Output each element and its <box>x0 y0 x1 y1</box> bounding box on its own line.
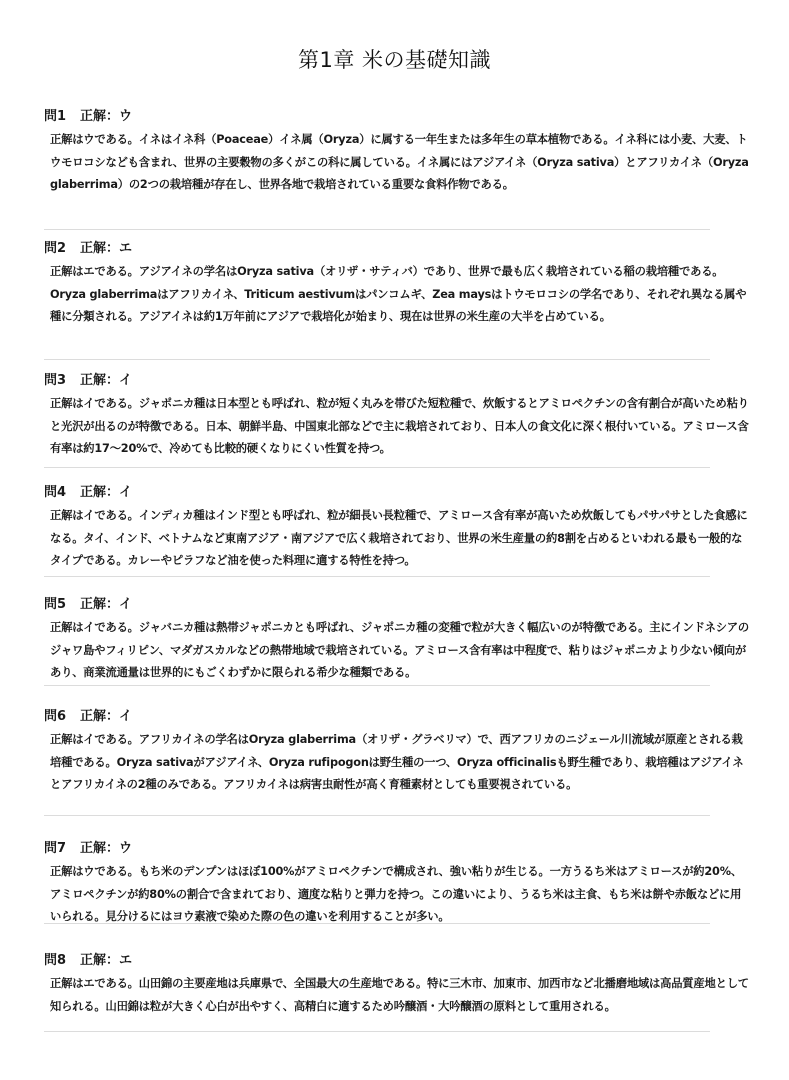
chapter-title: 第1章 米の基礎知識 <box>297 48 492 72</box>
qa-item <box>44 708 744 840</box>
answer-label: 正解：イ <box>80 709 133 724</box>
divider <box>44 467 710 468</box>
explanation-text: 正解はイである。ジャバニカ種は熱帯ジャポニカとも呼ばれ、ジャポニカ種の変種で粒が大きく幅広いのが特徴である。主にインドネシアのジャワ島やフィリピン、マダガスカルなどの熱帯地域で栽培されている。アミロース含有率は中程度で、粘りはジャポニカより少ない傾向があり、商業流通量は世界的にもごくわずかに限られる希少な種類である。 <box>50 621 749 680</box>
answer-label: 正解：ウ <box>80 109 133 124</box>
explanation-text: 正解はエである。アジアイネの学名はOryza sativa（オリザ・サティバ）であり、世界で最も広く栽培されている稲の栽培種である。Oryza glaberrimaはアフリカイネ、Triticum aestivumはパンコムギ、Zea maysはトウモロコシの学名であり、それぞれ異なる属や種に分類される。アジアイネは約1万年前にアジアで栽培化が始まり、現在は世界の米生産の大半を占めている。 <box>50 265 747 324</box>
question-number: 問3 <box>44 373 67 388</box>
question-number: 問8 <box>44 953 67 968</box>
divider <box>44 359 710 360</box>
divider <box>44 685 710 686</box>
answer-label: 正解：ウ <box>80 841 133 856</box>
question-number: 問5 <box>44 597 67 612</box>
qa-item <box>44 484 748 596</box>
explanation-text: 正解はウである。イネはイネ科（Poaceae）イネ属（Oryza）に属する一年生または多年生の草本植物である。イネ科には小麦、大麦、トウモロコシなども含まれ、世界の主要穀物の多くがこの科に属している。イネ属にはアジアイネ（Oryza sativa）とアフリカイネ（Oryza glaberrima）の2つの栽培種が存在し、世界各地で栽培されている重要な食料作物である。 <box>50 133 749 192</box>
qa-heading <box>44 108 744 126</box>
qa-list <box>44 108 749 1064</box>
qa-item <box>44 840 744 952</box>
qa-heading <box>44 372 744 390</box>
divider <box>44 229 710 230</box>
question-number: 問6 <box>44 709 67 724</box>
divider <box>44 923 710 924</box>
answer-label: 正解：イ <box>80 373 133 388</box>
qa-heading <box>44 840 744 858</box>
qa-heading <box>44 952 744 970</box>
question-number: 問4 <box>44 485 67 500</box>
question-number: 問7 <box>44 841 67 856</box>
answer-label: 正解：エ <box>80 241 133 256</box>
qa-heading <box>44 596 744 614</box>
divider <box>44 1031 710 1032</box>
divider <box>44 815 710 816</box>
qa-item <box>44 952 749 1064</box>
question-number: 問2 <box>44 241 67 256</box>
explanation-text: 正解はイである。ジャポニカ種は日本型とも呼ばれ、粒が短く丸みを帯びた短粒種で、炊飯するとアミロペクチンの含有割合が高いため粘りと光沢が出るのが特徴である。日本、朝鮮半島、中国東北部などで主に栽培されており、日本人の食文化に深く根付いている。アミロース含有率は約17〜20%で、冷めても比較的硬くなりにくい性質を持つ。 <box>50 397 749 456</box>
answer-label: 正解：イ <box>80 485 133 500</box>
question-number: 問1 <box>44 109 67 124</box>
explanation-text: 正解はイである。インディカ種はインド型とも呼ばれ、粒が細長い長粒種で、アミロース含有率が高いため炊飯してもパサパサとした食感になる。タイ、インド、ベトナムなど東南アジア・南アジアで広く栽培されており、世界の米生産量の約8割を占めるといわれる最も一般的なタイプである。カレーやピラフなど油を使った料理に適する特性を持つ。 <box>50 509 748 568</box>
qa-heading <box>44 240 744 258</box>
explanation-text: 正解はエである。山田錦の主要産地は兵庫県で、全国最大の生産地である。特に三木市、加東市、加西市など北播磨地域は高品質産地として知られる。山田錦は粒が大きく心白が出やすく、高精白に適するため吟醸酒・大吟醸酒の原料として重用される。 <box>50 977 749 1013</box>
answer-label: 正解：エ <box>80 953 133 968</box>
qa-heading <box>44 708 744 726</box>
explanation-text: 正解はウである。もち米のデンプンはほぼ100%がアミロペクチンで構成され、強い粘りが生じる。一方うるち米はアミロースが約20%、アミロペクチンが約80%の割合で含まれており、適度な粘りと弾力を持つ。この違いにより、うるち米は主食、もち米は餅や赤飯などに用いられる。見分けるにはヨウ素液で染めた際の色の違いを利用することが多い。 <box>50 865 742 924</box>
qa-item <box>44 240 747 372</box>
explanation-text: 正解はイである。アフリカイネの学名はOryza glaberrima（オリザ・グラベリマ）で、西アフリカのニジェール川流域が原産とされる栽培種である。Oryza sativaがアジアイネ、Oryza rufipogonは野生種の一つ、Oryza officinalisも野生種であり、栽培種はアジアイネとアフリカイネの2種のみである。アフリカイネは病害虫耐性が高く育種素材としても重要視されている。 <box>50 733 744 792</box>
qa-heading <box>44 484 744 502</box>
answer-label: 正解：イ <box>80 597 133 612</box>
divider <box>44 576 710 577</box>
qa-item <box>44 108 749 240</box>
qa-item <box>44 596 749 708</box>
